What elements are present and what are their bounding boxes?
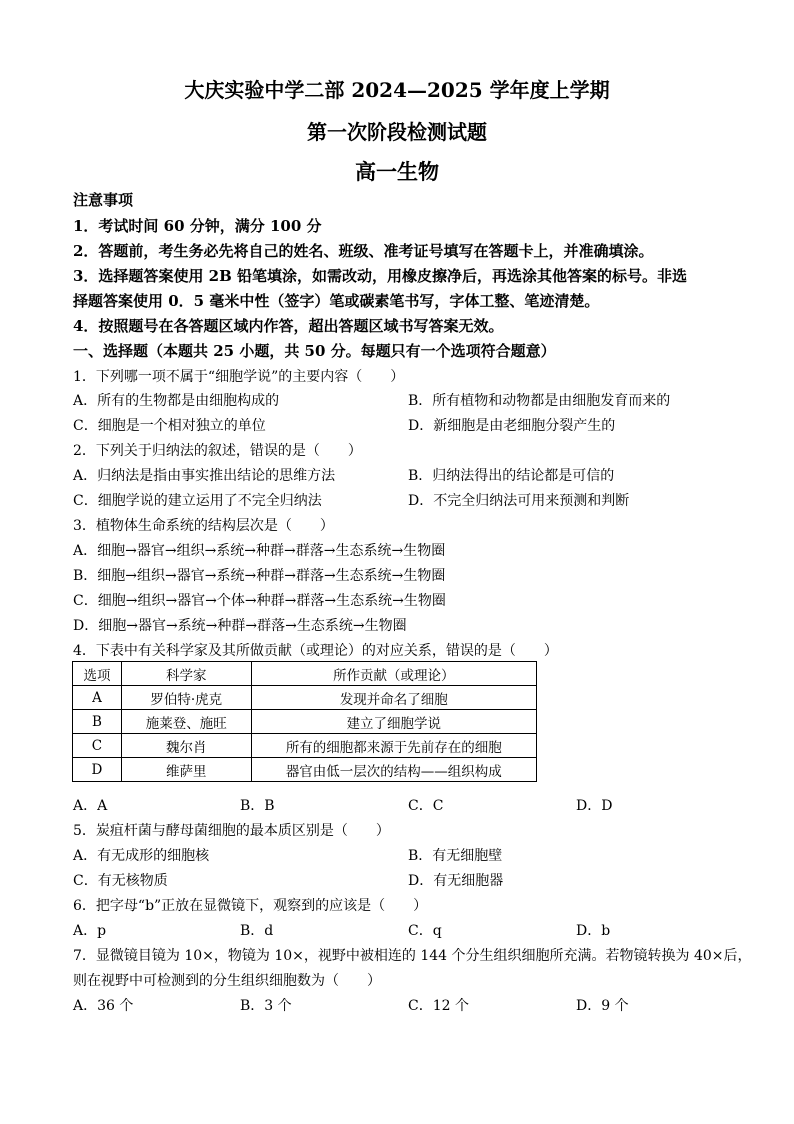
q5-option-b: B．有无细胞壁 bbox=[408, 848, 503, 864]
q1-option-c: C．细胞是一个相对独立的单位 bbox=[73, 418, 266, 434]
table-cell: 建立了细胞学说 bbox=[251, 710, 536, 734]
q7-option-b: B．3 个 bbox=[240, 998, 292, 1014]
q1-option-d: D．新细胞是由老细胞分裂产生的 bbox=[408, 418, 616, 434]
q4-stem: 4．下表中有关科学家及其所做贡献（或理论）的对应关系，错误的是（ ） bbox=[73, 643, 558, 659]
q6-option-d: D．b bbox=[576, 923, 611, 939]
table-header: 所作贡献（或理论） bbox=[251, 662, 536, 686]
q2-option-d: D．不完全归纳法可用来预测和判断 bbox=[408, 493, 630, 509]
q7-option-c: C．12 个 bbox=[408, 998, 469, 1014]
notice-item-3-cont: 择题答案使用 0．5 毫米中性（签字）笔或碳素笔书写，字体工整、笔迹清楚。 bbox=[73, 292, 600, 310]
q4-option-a: A．A bbox=[73, 798, 108, 814]
table-cell: 魏尔肖 bbox=[121, 734, 251, 758]
notice-item-2: 2．答题前，考生务必先将自己的姓名、班级、准考证号填写在答题卡上，并准确填涂。 bbox=[73, 242, 654, 260]
q5-option-a: A．有无成形的细胞核 bbox=[73, 848, 210, 864]
exam-title: 第一次阶段检测试题 bbox=[307, 120, 487, 144]
q2-option-b: B．归纳法得出的结论都是可信的 bbox=[408, 468, 615, 484]
q6-option-b: B．d bbox=[240, 923, 274, 939]
q1-stem: 1．下列哪一项不属于“细胞学说”的主要内容（ ） bbox=[73, 369, 405, 385]
q3-stem: 3．植物体生命系统的结构层次是（ ） bbox=[73, 518, 334, 534]
q7-option-a: A．36 个 bbox=[73, 998, 134, 1014]
q6-option-c: C．q bbox=[408, 923, 442, 939]
subject-title: 高一生物 bbox=[355, 159, 439, 184]
table-row bbox=[73, 710, 537, 734]
table-cell: D bbox=[73, 758, 122, 782]
table-cell: 发现并命名了细胞 bbox=[251, 686, 536, 710]
table-header: 科学家 bbox=[121, 662, 251, 686]
table-row bbox=[73, 734, 537, 758]
table-header-row bbox=[73, 662, 537, 686]
q4-option-d: D．D bbox=[576, 798, 613, 814]
q1-option-a: A．所有的生物都是由细胞构成的 bbox=[73, 393, 280, 409]
q2-stem: 2．下列关于归纳法的叙述，错误的是（ ） bbox=[73, 443, 362, 459]
q5-stem: 5．炭疽杆菌与酵母菌细胞的最本质区别是（ ） bbox=[73, 823, 390, 839]
q5-option-d: D．有无细胞器 bbox=[408, 873, 504, 889]
q3-option-a: A．细胞→器官→组织→系统→种群→群落→生态系统→生物圈 bbox=[73, 543, 446, 559]
table-row bbox=[73, 686, 537, 710]
table-cell: 施莱登、施旺 bbox=[121, 710, 251, 734]
q1-option-b: B．所有植物和动物都是由细胞发育而来的 bbox=[408, 393, 671, 409]
table-cell: 所有的细胞都来源于先前存在的细胞 bbox=[251, 734, 536, 758]
q6-option-a: A．p bbox=[73, 923, 107, 939]
q4-option-c: C．C bbox=[408, 798, 444, 814]
table-cell: 器官由低一层次的结构——组织构成 bbox=[251, 758, 536, 782]
table-header: 选项 bbox=[73, 662, 122, 686]
q2-option-a: A．归纳法是指由事实推出结论的思维方法 bbox=[73, 468, 336, 484]
q5-option-c: C．有无核物质 bbox=[73, 873, 168, 889]
table-cell: A bbox=[73, 686, 122, 710]
q4-option-b: B．B bbox=[240, 798, 275, 814]
notice-heading: 注意事项 bbox=[73, 191, 134, 209]
notice-item-3: 3．选择题答案使用 2B 铅笔填涂，如需改动，用橡皮擦净后，再选涂其他答案的标号。非选 bbox=[73, 267, 688, 285]
school-title: 大庆实验中学二部 2024—2025 学年度上学期 bbox=[184, 78, 610, 102]
q7-stem: 7．显微镜目镜为 10×，物镜为 10×，视野中被相连的 144 个分生组织细胞所充满。若物镜转换为 40×后， bbox=[73, 948, 752, 964]
q7-option-d: D．9 个 bbox=[576, 998, 629, 1014]
table-cell: C bbox=[73, 734, 122, 758]
q7-stem-cont: 则在视野中可检测到的分生组织细胞数为（ ） bbox=[73, 973, 381, 989]
q3-option-d: D．细胞→器官→系统→种群→群落→生态系统→生物圈 bbox=[73, 618, 407, 634]
q6-stem: 6．把字母“b”正放在显微镜下，观察到的应该是（ ） bbox=[73, 898, 428, 914]
q3-option-b: B．细胞→组织→器官→系统→种群→群落→生态系统→生物圈 bbox=[73, 568, 446, 584]
table-cell: B bbox=[73, 710, 122, 734]
q3-option-c: C．细胞→组织→器官→个体→种群→群落→生态系统→生物圈 bbox=[73, 593, 446, 609]
q2-option-c: C．细胞学说的建立运用了不完全归纳法 bbox=[73, 493, 322, 509]
scientist-table bbox=[72, 661, 537, 782]
section-heading: 一、选择题（本题共 25 小题，共 50 分。每题只有一个选项符合题意） bbox=[73, 342, 556, 360]
notice-item-1: 1．考试时间 60 分钟，满分 100 分 bbox=[73, 217, 322, 235]
table-cell: 维萨里 bbox=[121, 758, 251, 782]
table-row bbox=[73, 758, 537, 782]
notice-item-4: 4．按照题号在各答题区域内作答，超出答题区域书写答案无效。 bbox=[73, 317, 504, 335]
table-cell: 罗伯特·虎克 bbox=[121, 686, 251, 710]
